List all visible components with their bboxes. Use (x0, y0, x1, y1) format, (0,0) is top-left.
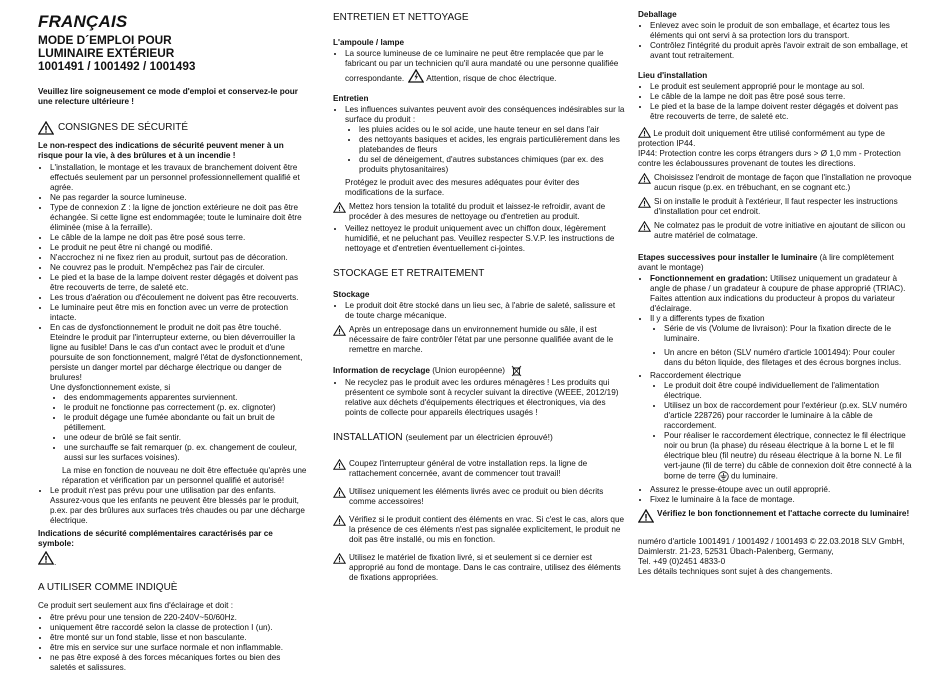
safety-heading (38, 121, 308, 135)
list-item: • Ne recyclez pas le produit avec les ordures ménagères ! Les produits qui présentent ce symbole sont à recycler suivant la directive (WEEE, 2012/19) relative aux déchets d'équipements électriques et électroniques, via des points de collecte pour appareils électriques usagés ! (345, 378, 625, 418)
list-item: • Série de vis (Volume de livraison): Pour la fixation directe de le luminaire. (664, 324, 914, 344)
stock-list (333, 301, 625, 321)
connection-text: Pour réaliser le raccordement électrique, connectez le fil électrique noir ou brun (la phase) du réseau électrique à la borne L et le fil électrique bleu (fil neutre) du réseau électrique à la borne N. Le fil vert-jaune (fil de terre) du câble de connexion doit être connecté à la borne de terre (664, 431, 912, 481)
care-warning-text: Mettez hors tension la totalité du produit et laissez-le refroidir, avant de procéder à des mesures de nettoyage ou d'entretien au produit. (349, 202, 606, 222)
list-item: • des nettoyants basiques et acides, les engrais particulièrement dans les platebandes de fleurs (359, 135, 625, 155)
warning-triangle-icon (38, 551, 54, 565)
list-item: • Utilisez un box de raccordement pour l'extérieur (p.ex. SLV numéro d'article 228726) pour raccorder le luminaire à la câble de raccordement. (664, 401, 914, 431)
list-item (664, 431, 914, 482)
footer-line (638, 537, 914, 547)
list-item: • Ne pas regarder la source lumineuse. (50, 193, 308, 203)
care-heading: Entretien (333, 94, 369, 104)
gradation-label: Fonctionnement en gradation: (650, 274, 768, 283)
recycle-heading-label: Information de recyclage (333, 366, 430, 376)
footer-address: Daimlerstr. 21-23, 52531 Übach-Palenberg, Germany, (638, 547, 834, 556)
stock-warning (333, 325, 625, 355)
care-warning (333, 202, 625, 222)
place-heading: Lieu d'installation (638, 71, 708, 80)
storage-heading: STOCKAGE ET RETRAITEMENT (333, 268, 485, 280)
article-numbers: 1001491 / 1001492 / 1001493 (38, 59, 196, 74)
bulb-warning: Attention, risque de choc électrique. (426, 74, 557, 84)
warning-triangle-icon (638, 221, 651, 232)
language-title: FRANÇAIS (38, 12, 128, 31)
warning-triangle-icon (333, 202, 346, 213)
footer-phone: Tel. +49 (0)2451 4833-0 (638, 557, 726, 566)
warning-triangle-icon (38, 121, 54, 135)
list-item (650, 314, 914, 368)
list-item: • Un ancre en béton (SLV numéro d'article 1001494): Pour couler dans du béton liquide, des filetages et des écrous borgnes inclus. (664, 348, 914, 368)
list-item (50, 323, 308, 486)
use-heading: A UTILISER COMME INDIQUÈ (38, 582, 178, 594)
warning-triangle-icon (408, 69, 424, 83)
steps-heading-label: Etapes successives pour installer le luminaire (638, 253, 818, 262)
recycle-list (333, 378, 625, 418)
warning-triangle-icon (638, 173, 651, 184)
crossed-bin-icon (511, 365, 522, 377)
warning-symbol-row: . (38, 551, 308, 568)
install-heading (333, 432, 625, 444)
install-heading-tail: (seulement par un électricien éprouvé!) (405, 432, 553, 443)
footer-disclaimer: Les détails techniques sont sujet à des changements. (638, 567, 833, 576)
place-warning-text: Choisissez l'endroit de montage de façon que l'installation ne provoque aucun risque (p.ex. en trébuchant, en se cognant etc.) (654, 173, 912, 192)
list-item: • Le pied et la base de la lampe doivent rester dégagés et doivent pas être recouverts de terre, de saleté etc. (50, 273, 308, 293)
list-item: • Les trous d'aération ou d'écoulement ne doivent pas être recouverts. (50, 293, 308, 303)
list-item: • Le produit est seulement approprié pour le montage au sol. (650, 82, 914, 92)
extra-safety-note: Indications de sécurité complémentaires caractérisés par ce symbole: (38, 529, 273, 549)
steps-list (638, 274, 914, 505)
list-item: • N'accrochez ni ne fixez rien au produit, surtout pas de décoration. (50, 253, 308, 263)
warning-triangle-icon (638, 127, 651, 138)
install-warning-3 (333, 515, 625, 545)
recycle-heading-tail: (Union européenne) (432, 366, 506, 376)
list-item (650, 274, 914, 314)
intro-text: Veuillez lire soigneusement ce mode d'emploi et conservez-le pour une relecture ultérieure ! (38, 87, 298, 107)
list-item: • Le câble de la lampe ne doit pas être posé sous terre. (650, 92, 914, 102)
dysfunction-end: La mise en fonction de nouveau ne doit être effectuée qu'après une réparation et vérification par un personnel qualifié et autorisé! (62, 466, 307, 486)
list-item: • L'installation, le montage et les travaux de branchement doivent être effectués seulement par un personnel professionnellement qualifié et agrée. (50, 163, 308, 193)
warning-triangle-icon (638, 509, 654, 523)
install-heading-label: INSTALLATION (333, 432, 403, 444)
care-intro: Les influences suivantes peuvent avoir des conséquences indésirables sur la surface du produit : (345, 105, 625, 125)
safety-heading-label: CONSIGNES DE SÉCURITÉ (58, 122, 189, 134)
column-1 (38, 10, 308, 676)
list-item (345, 49, 625, 84)
dysfunction-list (50, 393, 308, 463)
footer (638, 537, 914, 577)
dysfunction-intro: Une dysfonctionnement existe, si (50, 383, 171, 393)
connection-tail: du luminaire. (731, 471, 778, 481)
list-item: • une surchauffe se fait remarquer (p. ex. changement de couleur, aussi sur les surfaces voisines). (64, 443, 308, 463)
list-item: • Le produit doit être stocké dans un lieu sec, à l'abrie de saleté, salissure et de toute charge mécanique. (345, 301, 625, 321)
place-warning-text: Le produit doit uniquement être utilisé conformément au type de protection IP44. (638, 129, 885, 148)
safety-list (38, 163, 308, 526)
list-item: • Enlevez avec soin le produit de son emballage, et écartez tous les éléments qui ont servi à sa protection lors du transport. (650, 21, 914, 41)
list-item: • Le produit ne peut être ni changé ou modifié. (50, 243, 308, 253)
care-list (333, 105, 625, 198)
warning-triangle-icon (333, 515, 346, 526)
care-sublist (345, 125, 625, 175)
gradation-text: Utilisez uniquement un gradateur à angle de phase / un gradateur à coupure de phase approprié (TRIAC). Faites attention aux indications du producteur à propos du variateur d'éclairage. (650, 274, 906, 313)
ground-symbol-icon (718, 471, 729, 482)
safety-warning: Le non-respect des indications de sécurité peuvent mener à un risque pour la vie, à des brûlures et à un incendie ! (38, 141, 284, 161)
bulb-text: La source lumineuse de ce luminaire ne peut être remplacée que par le fabricant ou par un technicien qu'il aura mandaté ou une personne qualifiée correspondante. (345, 49, 619, 84)
care-clean-list (333, 224, 625, 254)
fixation-label: Il y a differents types de fixation (650, 314, 765, 323)
place-warning-2 (638, 173, 914, 193)
connection-label: Raccordement électrique (650, 371, 742, 380)
list-item: • du sel de déneigement, d'autres substances chimiques (par ex. des produits phytosanitaires) (359, 155, 625, 175)
install-warning-text: Vérifiez si le produit contient des éléments en vrac. Si c'est le cas, alors que la présence de ces éléments n'est pas signalée explicitement, le produit ne doit pas être installé, ou mis en fonction. (349, 514, 625, 544)
list-item: • une odeur de brûlé se fait sentir. (64, 433, 308, 443)
warning-triangle-icon (333, 487, 346, 498)
unpack-heading: Deballage (638, 10, 677, 19)
list-item-text: En cas de dysfonctionnement le produit ne doit pas être touché. Eteindre le produit par l'interrupteur externe, ou bien déverrouiller la ligne au fusible! Dans le cas d'un contact avec le produit et d'une poursuite de son fonctionnement, malgré l'état de dysfonctionnement, persiste un danger mortel par décharge électrique ou danger de brulures! (50, 323, 303, 383)
list-item: • les pluies acides ou le sol acide, une haute teneur en sel dans l'air (359, 125, 625, 135)
list-item: • le produit dégage une fumée abondante ou fait un bruit de pétillement. (64, 413, 308, 433)
column-2 (333, 10, 625, 585)
list-item: • Veillez nettoyez le produit uniquement avec un chiffon doux, légèrement humidifié, et ne peluchant pas. Veuillez respecter S.V.P. les instructions de nettoyage et d'entretien éventuellement ci-jointes. (345, 224, 625, 254)
place-warning-4 (638, 221, 914, 241)
install-warning-4 (333, 553, 625, 583)
install-warning-1 (333, 459, 625, 479)
place-warning-text: Si on installe le produit à l'extérieur, Il faut respecter les instructions d'installation pour cet endroit. (654, 197, 898, 216)
list-item: • être monté sur un fond stable, lisse et non basculante. (50, 633, 308, 643)
list-item: • Le produit doit être coupé individuellement de l'alimentation électrique. (664, 381, 914, 401)
document-title-line-2: LUMINAIRE EXTÉRIEUR (38, 45, 175, 60)
warning-triangle-icon (333, 553, 346, 564)
final-warning-text: Vérifiez le bon fonctionnement et l'attache correcte du luminaire! (657, 509, 910, 518)
install-warning-text: Utilisez le matériel de fixation livré, si et seulement si ce dernier est approprié au fond de montage. Dans le cas contraire, utilisez des éléments de fixations appropriées. (349, 552, 621, 582)
fixation-sublist (650, 324, 914, 368)
use-list (38, 613, 308, 673)
list-item: • Assurez le presse-étoupe avec un outil approprié. (650, 485, 914, 495)
list-item (650, 371, 914, 482)
list-item: • Ne couvrez pas le produit. N'empêchez pas l'air de circuler. (50, 263, 308, 273)
list-item: • Type de connexion Z : la ligne de jonction extérieure ne doit pas être échangée. Si cette ligne est endommagée; toute le luminaire doit être éliminée (mise à la ferraille). (50, 203, 308, 233)
unpack-list (638, 21, 914, 61)
steps-heading (638, 253, 914, 273)
list-item: • Le produit n'est pas prévu pour une utilisation par des enfants. Assurez-vous que les enfants ne peuvent être blessés par le produit, p.ex. par des brûlures aux surfaces très chaudes ou par une décharge électrique. (50, 486, 308, 526)
connection-sublist (650, 381, 914, 482)
maintenance-heading: ENTRETIEN ET NETTOYAGE (333, 12, 469, 23)
document-title-line-1: MODE D´EMPLOI POUR (38, 32, 172, 47)
footer-copyright: © 22.03.2018 SLV GmbH, (809, 537, 905, 546)
place-warning-text: Ne colmatez pas le produit de votre initiative en ajoutant de silicon ou autre matériel de colmatage. (654, 221, 906, 240)
list-item: • Le câble de la lampe ne doit pas être posé sous terre. (50, 233, 308, 243)
warning-triangle-icon (333, 459, 346, 470)
recycle-heading (333, 365, 625, 377)
list-item: • Fixez le luminaire à la face de montage. (650, 495, 914, 505)
column-3 (638, 10, 914, 577)
warning-triangle-icon (333, 325, 346, 336)
care-protect: Protégez le produit avec des mesures adéquates pour éviter des modifications de la surface. (345, 178, 580, 198)
place-warning-3 (638, 197, 914, 217)
list-item: • ne pas être exposé à des forces mécaniques fortes ou bien des saletés et salissures. (50, 653, 308, 673)
list-item: • Le luminaire peut être mis en fonction avec un verre de protection intacte. (50, 303, 308, 323)
footer-articles: numéro d'article 1001491 / 1001492 / 1001493 (638, 537, 808, 546)
final-warning (638, 509, 914, 523)
warning-triangle-icon (638, 197, 651, 208)
use-intro: Ce produit sert seulement aux fins d'éclairage et doit : (38, 600, 233, 610)
install-warning-2 (333, 487, 625, 507)
install-warning-text: Utilisez uniquement les éléments livrés avec ce produit ou bien décrits comme accessoires! (349, 486, 604, 506)
list-item: • être mis en service sur une surface normale et non inflammable. (50, 643, 308, 653)
bulb-heading: L'ampoule / lampe (333, 38, 405, 48)
place-warning-1 (638, 127, 914, 149)
list-item: • être prévu pour une tension de 220-240V~50/60Hz. (50, 613, 308, 623)
place-list (638, 82, 914, 122)
list-item: • des endommagements apparentes surviennent. (64, 393, 308, 403)
list-item: • uniquement être raccordé selon la classe de protection I (un). (50, 623, 308, 633)
ip-description: IP44: Protection contre les corps étrangers durs > Ø 1,0 mm - Protection contre les éclaboussures provenant de toutes les directions. (638, 149, 901, 168)
install-warning-text: Coupez l'interrupteur général de votre installation reps. la ligne de rattachement concernée, avant de commencer tout travail! (349, 458, 588, 478)
stock-warning-text: Après un entreposage dans un environnement humide ou sâle, il est nécessaire de faire contrôler l'état par une personne qualifiée avant de le remettre en marche. (349, 325, 614, 355)
stock-heading: Stockage (333, 290, 370, 300)
list-item: • le produit ne fonctionne pas correctement (p. ex. clignoter) (64, 403, 308, 413)
steps-heading-tail: (à lire complètement avant le montage) (638, 253, 894, 272)
list-item (345, 105, 625, 198)
bulb-list (333, 49, 625, 84)
list-item: • Le pied et la base de la lampe doivent rester dégagés et doivent pas être recouverts de terre, de saleté etc. (650, 102, 914, 122)
list-item: • Contrôlez l'intégrité du produit après l'avoir extrait de son emballage, et avant tout retraitement. (650, 41, 914, 61)
